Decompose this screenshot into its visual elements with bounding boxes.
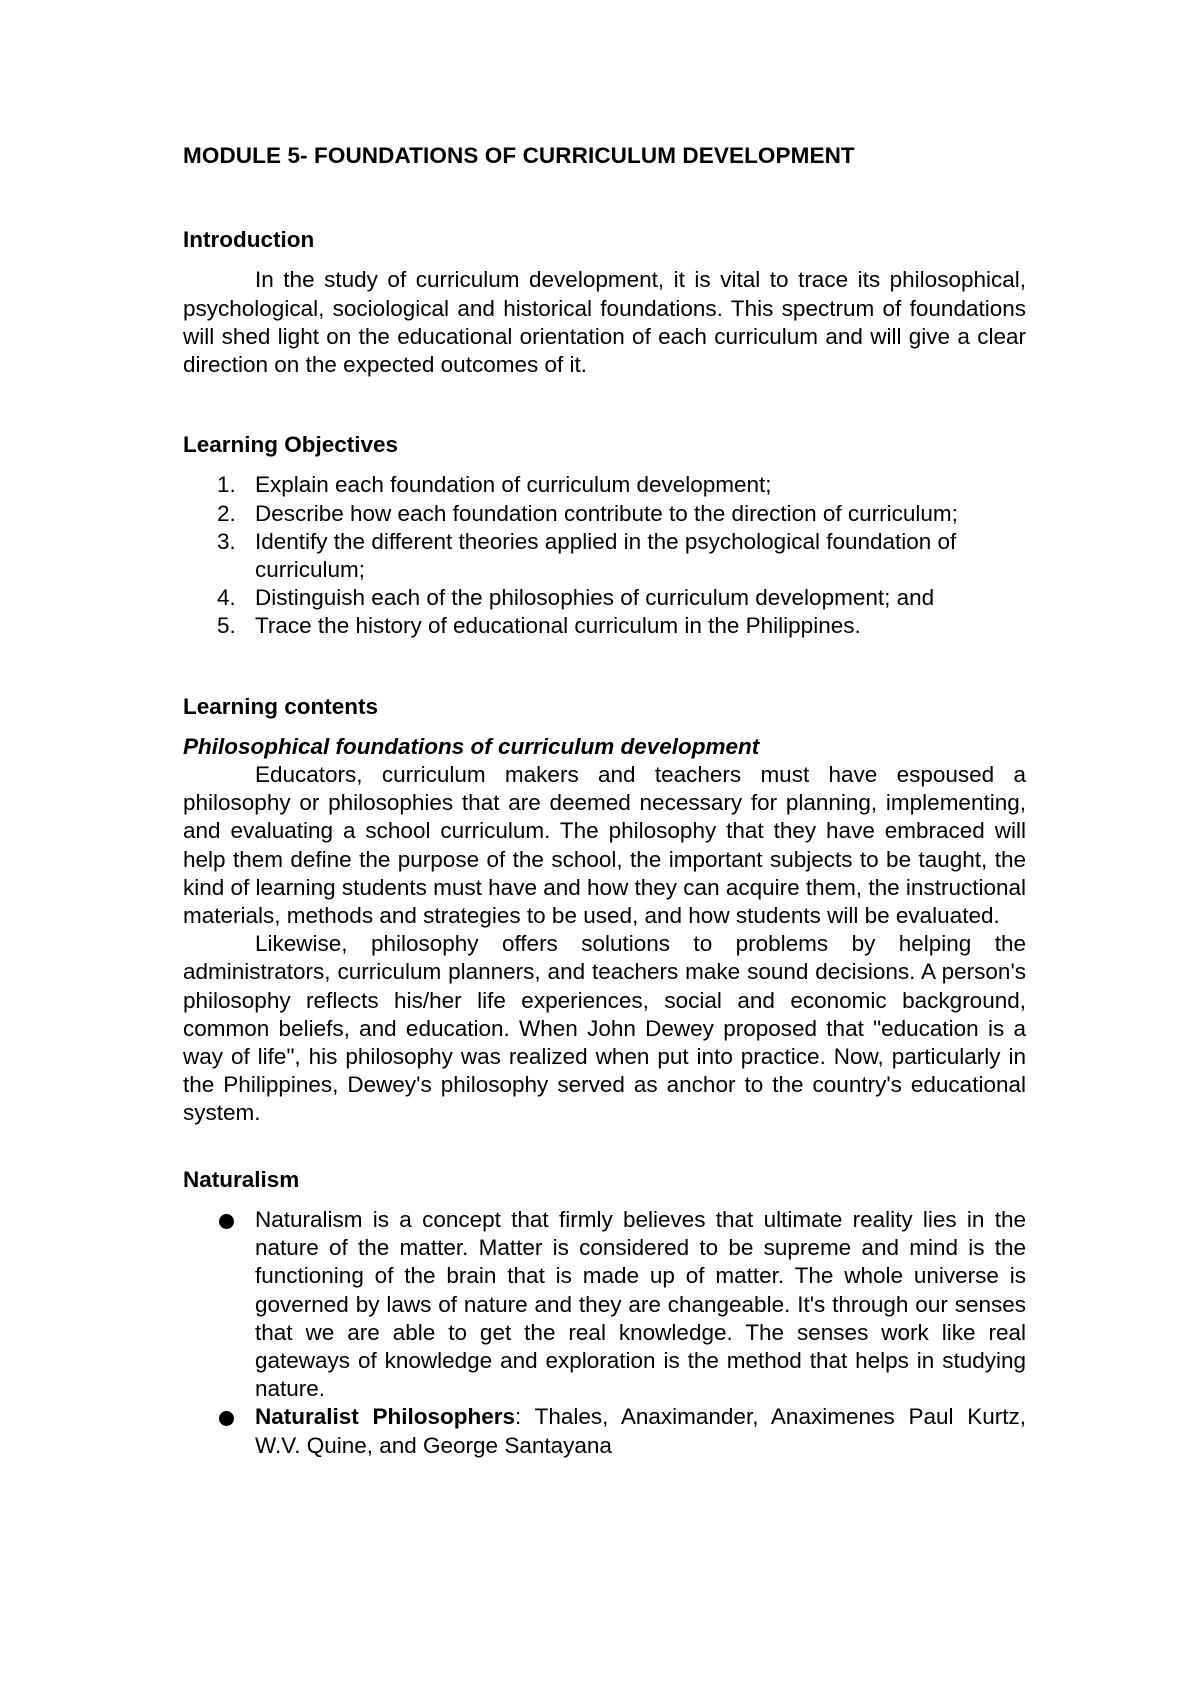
contents-paragraph-2: Likewise, philosophy offers solutions to problems by helping the administrators, curriculum planners, and teachers make sound decisions. A person's philosophy reflects his/her life experiences, social and economic background, common beliefs, and education. When John Dewey proposed that "education is a way of life", his philosophy was realized when put into practice. Now, particularly in the Philippines, Dewey's philosophy served as anchor to the country's educational system.: [183, 931, 1026, 1126]
contents-heading: Learning contents: [183, 693, 379, 719]
bullet-icon: [219, 1214, 234, 1229]
list-item: [183, 612, 1026, 640]
naturalism-list: [183, 1206, 1026, 1460]
list-item-text: Naturalism is a concept that firmly believes that ultimate reality lies in the nature of the matter. Matter is considered to be supreme and mind is the functioning of the brain that is made up of matter. The whole universe is governed by laws of nature and they are changeable. It's through our senses that we are able to get the real knowledge. The senses work like real gateways of knowledge and exploration is the method that helps in studying nature.: [255, 1206, 1026, 1402]
list-number: 4.: [217, 585, 236, 611]
list-item-text: Describe how each foundation contribute to the direction of curriculum;: [255, 500, 958, 526]
list-number: 3.: [217, 528, 236, 554]
objectives-list: [183, 471, 1026, 640]
list-item-text: Trace the history of educational curriculum in the Philippines.: [255, 613, 861, 639]
list-item-text: Explain each foundation of curriculum development;: [255, 472, 772, 498]
objectives-heading: Learning Objectives: [183, 432, 399, 458]
list-item: [183, 528, 1026, 584]
philosophers-text: : Thales, Anaximander, Anaximenes Paul Kurtz, W.V. Quine, and George Santayana: [255, 1404, 1026, 1458]
introduction-heading: Introduction: [183, 227, 315, 253]
list-item: [183, 584, 1026, 612]
list-item: [183, 500, 1026, 528]
list-item: [183, 1403, 1026, 1459]
list-item-text: Identify the different theories applied in the psychological foundation of curriculum;: [255, 528, 957, 583]
philosophers-label: Naturalist Philosophers: [255, 1404, 516, 1430]
philosophical-subheading: Philosophical foundations of curriculum development: [183, 733, 760, 759]
introduction-paragraph: In the study of curriculum development, it is vital to trace its philosophical, psychological, sociological and historical foundations. This spectrum of foundations will shed light on the educational orientation of each curriculum and will give a clear direction on the expected outcomes of it.: [183, 267, 1026, 378]
bullet-icon: [219, 1411, 234, 1426]
document-page: [183, 142, 1026, 1460]
list-number: 2.: [217, 500, 236, 526]
list-item: [183, 471, 1026, 499]
list-item-text: Distinguish each of the philosophies of curriculum development; and: [255, 585, 935, 611]
list-item: [183, 1206, 1026, 1403]
list-number: 1.: [217, 472, 236, 498]
module-title: MODULE 5- FOUNDATIONS OF CURRICULUM DEVELOPMENT: [183, 143, 855, 168]
list-number: 5.: [217, 613, 236, 639]
contents-paragraph-1: Educators, curriculum makers and teachers must have espoused a philosophy or philosophies that are deemed necessary for planning, implementing, and evaluating a school curriculum. The philosophy that they have embraced will help them define the purpose of the school, the important subjects to be taught, the kind of learning students must have and how they can acquire them, the instructional materials, methods and strategies to be used, and how students will be evaluated.: [183, 762, 1026, 929]
naturalism-heading: Naturalism: [183, 1166, 300, 1192]
